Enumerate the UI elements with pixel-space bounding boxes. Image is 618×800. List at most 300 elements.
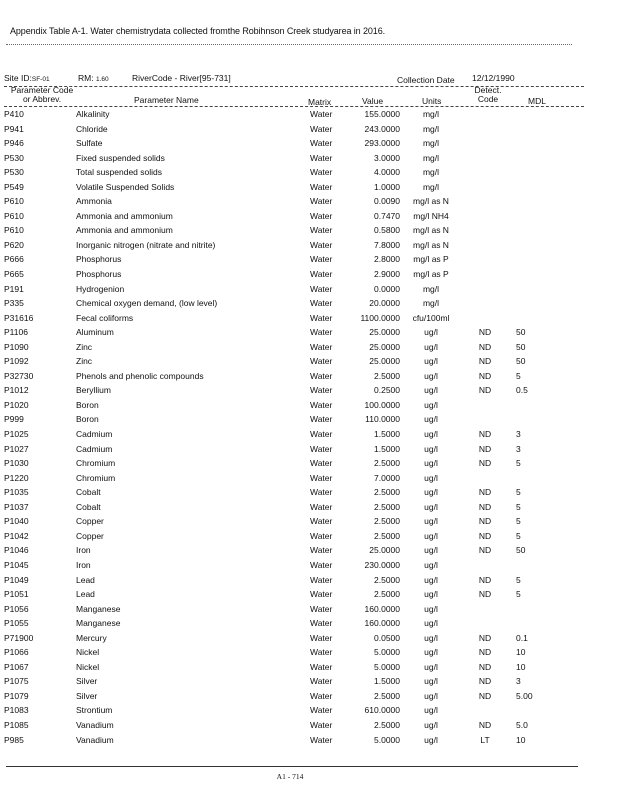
parameter-name-cell: Copper	[76, 516, 104, 527]
matrix-cell: Water	[310, 458, 333, 469]
matrix-cell: Water	[310, 719, 333, 730]
matrix-cell: Water	[310, 705, 333, 716]
parameter-code-cell: P530	[4, 152, 24, 163]
table-row	[0, 269, 618, 284]
parameter-name-cell: Phosphorus	[76, 269, 122, 280]
table-row	[0, 560, 618, 575]
table-row	[0, 385, 618, 400]
mdl-cell: 50	[516, 327, 526, 338]
parameter-code-cell: P1083	[4, 705, 29, 716]
parameter-code-cell: P620	[4, 239, 24, 250]
detect-code-cell: LT	[480, 734, 490, 745]
matrix-cell: Water	[310, 414, 333, 425]
units-cell: ug/l	[424, 516, 438, 527]
detect-code-cell: ND	[478, 589, 492, 600]
table-row	[0, 211, 618, 226]
units-cell: ug/l	[424, 458, 438, 469]
value-cell: 1.0000	[374, 181, 400, 192]
matrix-cell: Water	[310, 167, 333, 178]
parameter-name-cell: Silver	[76, 676, 98, 687]
parameter-name-cell: Beryllium	[76, 385, 111, 396]
matrix-cell: Water	[310, 676, 333, 687]
value-cell: 2.5000	[374, 530, 400, 541]
units-cell: ug/l	[424, 632, 438, 643]
table-row	[0, 356, 618, 371]
value-cell: 25.0000	[369, 327, 400, 338]
column-value: Value	[362, 96, 384, 106]
value-cell: 0.7470	[374, 210, 400, 221]
mdl-cell: 0.5	[516, 385, 528, 396]
value-cell: 230.0000	[364, 559, 400, 570]
parameter-name-cell: Manganese	[76, 603, 121, 614]
table-row	[0, 444, 618, 459]
mdl-cell: 10	[516, 734, 526, 745]
parameter-name-cell: Zinc	[76, 341, 93, 352]
mdl-cell: 3	[516, 429, 521, 440]
parameter-name-cell: Vanadium	[76, 719, 114, 730]
units-cell: mg/l as N	[413, 196, 449, 207]
value-cell: 160.0000	[364, 618, 400, 629]
parameter-code-cell: P1055	[4, 618, 29, 629]
value-cell: 2.8000	[374, 254, 400, 265]
value-cell: 1.5000	[374, 429, 400, 440]
matrix-cell: Water	[310, 690, 333, 701]
table-row	[0, 618, 618, 633]
detect-code-cell: ND	[478, 516, 492, 527]
detect-code-cell: ND	[478, 647, 492, 658]
matrix-cell: Water	[310, 501, 333, 512]
matrix-cell: Water	[310, 283, 333, 294]
matrix-cell: Water	[310, 603, 333, 614]
matrix-cell: Water	[310, 618, 333, 629]
table-row	[0, 735, 618, 750]
table-row	[0, 327, 618, 342]
matrix-cell: Water	[310, 298, 333, 309]
parameter-name-cell: Lead	[76, 589, 95, 600]
mdl-cell: 0.1	[516, 632, 528, 643]
value-cell: 1.5000	[374, 676, 400, 687]
table-row	[0, 575, 618, 590]
river-code: RiverCode - River[95-731]	[132, 73, 231, 83]
value-cell: 2.5000	[374, 719, 400, 730]
parameter-name-cell: Copper	[76, 530, 104, 541]
table-row	[0, 342, 618, 357]
table-row	[0, 254, 618, 269]
detect-code-cell: ND	[478, 385, 492, 396]
parameter-name-cell: Total suspended solids	[76, 167, 163, 178]
parameter-code-cell: P31616	[4, 312, 34, 323]
table-row	[0, 371, 618, 386]
matrix-cell: Water	[310, 312, 333, 323]
value-cell: 0.5800	[374, 225, 400, 236]
table-row	[0, 153, 618, 168]
units-cell: ug/l	[424, 414, 438, 425]
parameter-name-cell: Fixed suspended solids	[76, 152, 165, 163]
parameter-name-cell: Cadmium	[76, 443, 113, 454]
parameter-code-cell: P1085	[4, 719, 29, 730]
parameter-code-cell: P1045	[4, 559, 29, 570]
table-row	[0, 313, 618, 328]
table-row	[0, 400, 618, 415]
parameter-name-cell: Iron	[76, 559, 91, 570]
units-cell: ug/l	[424, 385, 438, 396]
table-row	[0, 502, 618, 517]
value-cell: 0.0000	[374, 283, 400, 294]
table-row	[0, 429, 618, 444]
footer-rule	[6, 766, 578, 767]
units-cell: ug/l	[424, 647, 438, 658]
value-cell: 2.5000	[374, 516, 400, 527]
value-cell: 243.0000	[364, 123, 400, 134]
units-cell: ug/l	[424, 443, 438, 454]
parameter-name-cell: Manganese	[76, 618, 121, 629]
parameter-code-cell: P530	[4, 167, 24, 178]
parameter-name-cell: Fecal coliforms	[76, 312, 134, 323]
value-cell: 2.5000	[374, 370, 400, 381]
value-cell: 110.0000	[365, 414, 400, 425]
matrix-cell: Water	[310, 516, 333, 527]
matrix-cell: Water	[310, 632, 333, 643]
value-cell: 160.0000	[364, 603, 400, 614]
units-cell: ug/l	[424, 501, 438, 512]
collection-date: 12/12/1990	[472, 73, 515, 83]
matrix-cell: Water	[310, 487, 333, 498]
parameter-code-cell: P1079	[4, 690, 29, 701]
matrix-cell: Water	[310, 589, 333, 600]
detect-code-cell: ND	[478, 429, 492, 440]
mdl-cell: 5.0	[516, 719, 528, 730]
value-cell: 4.0000	[374, 167, 400, 178]
matrix-cell: Water	[310, 661, 333, 672]
parameter-code-cell: P1106	[4, 327, 28, 338]
parameter-code-cell: P191	[4, 283, 24, 294]
value-cell: 5.0000	[374, 734, 400, 745]
river-mile: RM: 1.60	[78, 73, 109, 83]
detect-code-cell: ND	[478, 501, 492, 512]
matrix-cell: Water	[310, 559, 333, 570]
mdl-cell: 5	[516, 589, 521, 600]
table-row	[0, 647, 618, 662]
table-row	[0, 676, 618, 691]
table-row	[0, 167, 618, 182]
matrix-cell: Water	[310, 647, 333, 658]
value-cell: 25.0000	[369, 341, 400, 352]
table-row	[0, 691, 618, 706]
parameter-code-cell: P1042	[4, 530, 29, 541]
parameter-name-cell: Phosphorus	[76, 254, 122, 265]
matrix-cell: Water	[310, 545, 333, 556]
parameter-name-cell: Boron	[76, 414, 99, 425]
parameter-code-cell: P335	[4, 298, 24, 309]
value-cell: 5.0000	[374, 661, 400, 672]
detect-code-cell: ND	[478, 327, 492, 338]
value-cell: 2.5000	[374, 458, 400, 469]
parameter-code-cell: P999	[4, 414, 24, 425]
table-row	[0, 414, 618, 429]
column-units: Units	[422, 96, 442, 106]
mdl-cell: 5	[516, 530, 521, 541]
parameter-name-cell: Vanadium	[76, 734, 114, 745]
parameter-name-cell: Alkalinity	[76, 109, 110, 119]
matrix-cell: Water	[310, 385, 333, 396]
matrix-cell: Water	[310, 196, 333, 207]
table-row	[0, 138, 618, 153]
collection-date-label: Collection Date	[397, 75, 455, 85]
parameter-name-cell: Chemical oxygen demand, (low level)	[76, 298, 218, 309]
units-cell: ug/l	[424, 719, 438, 730]
detect-code-cell: ND	[478, 632, 492, 643]
table-row	[0, 473, 618, 488]
value-cell: 2.9000	[374, 269, 400, 280]
value-cell: 2.5000	[374, 574, 400, 585]
table-title: Appendix Table A-1. Water chemistrydata collected fromthe Robihnson Creek studyarea in 2016.	[10, 26, 386, 36]
units-cell: mg/l	[422, 152, 440, 163]
detect-code-cell: ND	[478, 341, 492, 352]
mdl-cell: 5	[516, 487, 521, 498]
column-mdl: MDL	[528, 96, 546, 106]
table-row	[0, 720, 618, 735]
parameter-code-cell: P1012	[4, 385, 29, 396]
matrix-cell: Water	[310, 138, 333, 149]
parameter-name-cell: Chromium	[76, 458, 116, 469]
value-cell: 2.5000	[374, 690, 400, 701]
units-cell: ug/l	[424, 618, 438, 629]
column-parameter-code: Parameter Code or Abbrev.	[10, 85, 74, 104]
parameter-code-cell: P1051	[4, 589, 29, 600]
detect-code-cell: ND	[478, 719, 492, 730]
matrix-cell: Water	[310, 734, 333, 745]
data-table-body	[0, 109, 618, 749]
matrix-cell: Water	[310, 239, 333, 250]
units-cell: mg/l NH4	[413, 210, 449, 221]
page-number: A1 - 714	[276, 772, 304, 781]
table-row	[0, 458, 618, 473]
units-cell: mg/l as N	[413, 239, 449, 250]
units-cell: ug/l	[424, 530, 438, 541]
matrix-cell: Water	[310, 370, 333, 381]
mdl-cell: 50	[516, 545, 526, 556]
units-cell: ug/l	[424, 429, 438, 440]
parameter-code-cell: P610	[4, 196, 24, 207]
units-cell: ug/l	[424, 705, 438, 716]
parameter-name-cell: Volatile Suspended Solids	[76, 181, 175, 192]
units-cell: mg/l	[422, 138, 440, 149]
parameter-code-cell: P1090	[4, 341, 29, 352]
table-row	[0, 298, 618, 313]
parameter-name-cell: Ammonia and ammonium	[76, 225, 173, 236]
table-row	[0, 124, 618, 139]
parameter-code-cell: P1025	[4, 429, 29, 440]
value-cell: 0.2500	[374, 385, 400, 396]
value-cell: 2.5000	[374, 487, 400, 498]
parameter-code-cell: P1030	[4, 458, 29, 469]
parameter-name-cell: Cadmium	[76, 429, 113, 440]
parameter-name-cell: Cobalt	[76, 501, 101, 512]
parameter-name-cell: Sulfate	[76, 138, 103, 149]
detect-code-cell: ND	[478, 690, 492, 701]
parameter-name-cell: Cobalt	[76, 487, 101, 498]
parameter-code-cell: P1056	[4, 603, 29, 614]
value-cell: 3.0000	[374, 152, 400, 163]
value-cell: 2.5000	[374, 501, 400, 512]
parameter-name-cell: Nickel	[76, 647, 100, 658]
mdl-cell: 5	[516, 458, 521, 469]
units-cell: ug/l	[424, 661, 438, 672]
units-cell: cfu/100ml	[412, 312, 450, 323]
mdl-cell: 50	[516, 356, 526, 367]
column-parameter-name: Parameter Name	[134, 95, 199, 105]
detect-code-cell: ND	[478, 487, 492, 498]
mdl-cell: 5.00	[516, 690, 533, 701]
units-cell: ug/l	[424, 399, 438, 410]
matrix-cell: Water	[310, 210, 333, 221]
matrix-cell: Water	[310, 152, 333, 163]
matrix-cell: Water	[310, 123, 333, 134]
value-cell: 25.0000	[369, 545, 400, 556]
detect-code-cell: ND	[478, 356, 492, 367]
parameter-name-cell: Strontium	[76, 705, 113, 716]
matrix-cell: Water	[310, 443, 333, 454]
parameter-name-cell: Ammonia and ammonium	[76, 210, 173, 221]
units-cell: ug/l	[424, 356, 438, 367]
mdl-cell: 50	[516, 341, 526, 352]
table-row	[0, 662, 618, 677]
parameter-code-cell: P1066	[4, 647, 29, 658]
detect-code-cell: ND	[478, 661, 492, 672]
value-cell: 0.0500	[374, 632, 400, 643]
parameter-code-cell: P1040	[4, 516, 29, 527]
value-cell: 155.0000	[364, 109, 400, 119]
value-cell: 2.5000	[374, 589, 400, 600]
table-row	[0, 516, 618, 531]
parameter-name-cell: Boron	[76, 399, 99, 410]
value-cell: 7.8000	[374, 239, 400, 250]
parameter-name-cell: Chloride	[76, 123, 108, 134]
parameter-code-cell: P946	[4, 138, 24, 149]
detect-code-cell: ND	[478, 530, 492, 541]
detect-code-cell: ND	[478, 545, 492, 556]
units-cell: mg/l	[422, 181, 440, 192]
mdl-cell: 5	[516, 501, 521, 512]
units-cell: ug/l	[424, 370, 438, 381]
parameter-code-cell: P32730	[4, 370, 34, 381]
units-cell: ug/l	[424, 472, 438, 483]
mdl-cell: 10	[516, 647, 526, 658]
mdl-cell: 5	[516, 574, 521, 585]
parameter-code-cell: P1020	[4, 399, 29, 410]
table-row	[0, 531, 618, 546]
parameter-name-cell: Mercury	[76, 632, 107, 643]
units-cell: ug/l	[424, 690, 438, 701]
parameter-code-cell: P1037	[4, 501, 29, 512]
parameter-code-cell: P1075	[4, 676, 29, 687]
matrix-cell: Water	[310, 356, 333, 367]
table-row	[0, 705, 618, 720]
parameter-code-cell: P549	[4, 181, 24, 192]
parameter-code-cell: P1046	[4, 545, 29, 556]
detect-code-cell: ND	[478, 370, 492, 381]
value-cell: 5.0000	[374, 647, 400, 658]
table-row	[0, 589, 618, 604]
title-divider	[6, 44, 572, 45]
matrix-cell: Water	[310, 269, 333, 280]
detect-code-cell: ND	[478, 443, 492, 454]
table-row	[0, 284, 618, 299]
parameter-name-cell: Aluminum	[76, 327, 114, 338]
units-cell: mg/l	[422, 167, 440, 178]
table-row	[0, 633, 618, 648]
matrix-cell: Water	[310, 341, 333, 352]
parameter-code-cell: P410	[4, 109, 24, 119]
value-cell: 1.5000	[374, 443, 400, 454]
site-id: Site ID:SF-01	[4, 73, 50, 83]
parameter-code-cell: P1067	[4, 661, 29, 672]
units-cell: mg/l as P	[413, 254, 449, 265]
parameter-name-cell: Nickel	[76, 661, 100, 672]
value-cell: 0.0090	[374, 196, 400, 207]
column-detect-code: Detect. Code	[474, 85, 502, 104]
parameter-code-cell: P1049	[4, 574, 29, 585]
matrix-cell: Water	[310, 327, 333, 338]
matrix-cell: Water	[310, 472, 333, 483]
value-cell: 20.0000	[369, 298, 400, 309]
value-cell: 25.0000	[369, 356, 400, 367]
mdl-cell: 10	[516, 661, 526, 672]
parameter-name-cell: Chromium	[76, 472, 116, 483]
units-cell: ug/l	[424, 676, 438, 687]
column-matrix: Matrix	[308, 97, 332, 107]
units-cell: ug/l	[424, 559, 438, 570]
units-cell: mg/l	[422, 298, 440, 309]
value-cell: 1100.0000	[360, 312, 400, 323]
units-cell: mg/l as P	[413, 269, 449, 280]
units-cell: ug/l	[424, 603, 438, 614]
parameter-name-cell: Silver	[76, 690, 98, 701]
parameter-code-cell: P1035	[4, 487, 29, 498]
detect-code-cell: ND	[478, 574, 492, 585]
matrix-cell: Water	[310, 109, 333, 119]
parameter-name-cell: Ammonia	[76, 196, 112, 207]
mdl-cell: 5	[516, 516, 521, 527]
table-row	[0, 604, 618, 619]
header-divider-bottom	[4, 106, 584, 107]
units-cell: mg/l	[422, 109, 440, 119]
matrix-cell: Water	[310, 225, 333, 236]
units-cell: ug/l	[424, 341, 438, 352]
parameter-code-cell: P1092	[4, 356, 29, 367]
table-row	[0, 487, 618, 502]
parameter-code-cell: P941	[4, 123, 24, 134]
matrix-cell: Water	[310, 530, 333, 541]
parameter-name-cell: Zinc	[76, 356, 93, 367]
units-cell: mg/l as N	[413, 225, 449, 236]
parameter-name-cell: Phenols and phenolic compounds	[76, 370, 204, 381]
parameter-name-cell: Inorganic nitrogen (nitrate and nitrite)	[76, 239, 216, 250]
table-row	[0, 225, 618, 240]
detect-code-cell: ND	[478, 458, 492, 469]
units-cell: ug/l	[424, 734, 438, 745]
matrix-cell: Water	[310, 254, 333, 265]
value-cell: 7.0000	[374, 472, 400, 483]
table-row	[0, 182, 618, 197]
matrix-cell: Water	[310, 429, 333, 440]
units-cell: ug/l	[424, 487, 438, 498]
matrix-cell: Water	[310, 574, 333, 585]
parameter-name-cell: Lead	[76, 574, 95, 585]
table-row	[0, 545, 618, 560]
parameter-code-cell: P666	[4, 254, 24, 265]
mdl-cell: 5	[516, 370, 521, 381]
